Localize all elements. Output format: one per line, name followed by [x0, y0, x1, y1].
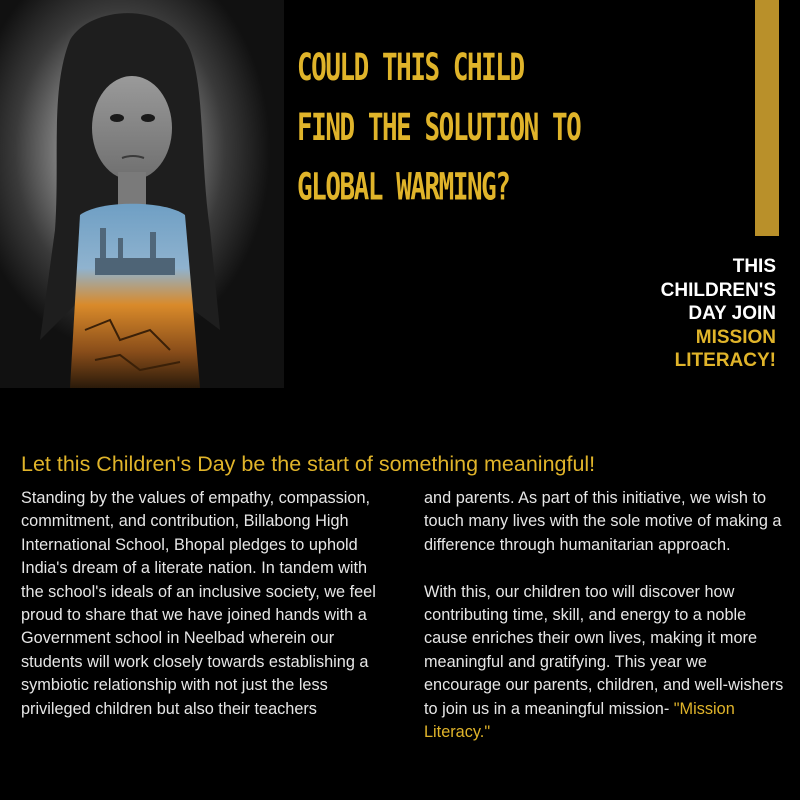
body-right-paragraph-2 — [424, 581, 784, 745]
body-right-text-2: With this, our children too will discover how contributing time, skill, and energy to a noble cause enriches their own lives, making it more meaningful and gratifying. This year we encourage our parents, children, and well-wishers to join us in a meaningful mission- — [424, 582, 784, 718]
body-right-column — [424, 487, 784, 744]
body-right-text-1: and parents. As part of this initiative, we wish to touch many lives with the sole motive of making a difference through humanitarian approach. — [424, 489, 782, 554]
mission-literacy-highlight: "Mission Literacy." — [424, 699, 735, 742]
accent-bar — [755, 0, 779, 236]
child-illustration — [0, 0, 284, 388]
side-line-3: DAY JOIN — [688, 303, 776, 324]
side-line-5: LITERACY! — [674, 350, 776, 371]
child-photo — [0, 0, 284, 388]
body-left-text: Standing by the values of empathy, compassion, commitment, and contribution, Billabong High International School, Bhopal pledges to uphold India's dream of a literate nation. In tandem with the school's ideals of an inclusive society, we feel proud to share that we have joined hands with a Government school in Neelbad wherein our students will work closely towards establishing a symbiotic relationship with not just the less privileged children but also their teachers — [21, 489, 376, 718]
side-line-1: THIS — [732, 256, 776, 277]
side-line-2: CHILDREN'S — [660, 279, 776, 301]
side-callout — [661, 255, 776, 373]
headline — [297, 38, 614, 218]
side-line-4: MISSION — [695, 326, 776, 348]
subtitle: Let this Children's Day be the start of something meaningful! — [21, 452, 596, 476]
headline-line-2: FIND THE SOLUTION TO — [297, 106, 581, 150]
headline-line-1: COULD THIS CHILD — [297, 46, 524, 90]
headline-line-3: GLOBAL WARMING? — [297, 166, 510, 210]
body-left-column — [21, 487, 391, 721]
